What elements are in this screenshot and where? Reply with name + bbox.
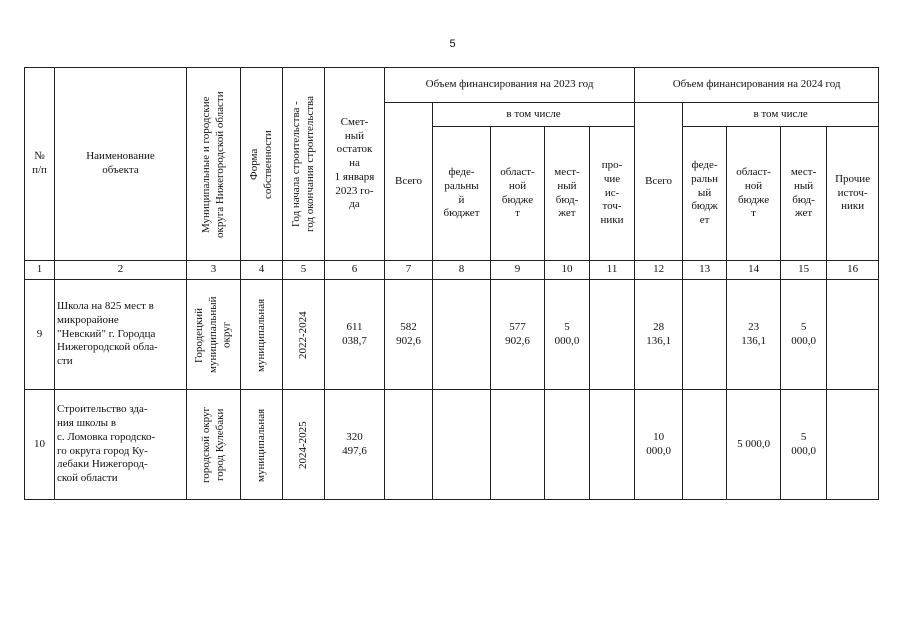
row-ownership (241, 280, 283, 390)
header-years (283, 68, 325, 261)
row-total-2024: 10 000,0 (635, 390, 683, 500)
row-municipality-text: городской округ город Кулебаки (199, 406, 226, 483)
header-federal-2023: феде- ральны й бюджет (433, 127, 491, 261)
header-municipality (187, 68, 241, 261)
column-number: 8 (433, 261, 491, 280)
header-ownership (241, 68, 283, 261)
column-number: 1 (25, 261, 55, 280)
header-municipality-text: Муниципальные и городские округа Нижегородской области (199, 90, 226, 238)
row-years (283, 390, 325, 500)
page-number: 5 (449, 38, 456, 50)
header-row-1 (25, 68, 879, 103)
header-local-2023: мест- ный бюд- жет (545, 127, 590, 261)
row-years-text: 2024-2025 (296, 420, 309, 469)
row-name: Строительство зда- ния школы в с. Ломовка городско- го округа город Ку- лебаки Нижегород- ской области (55, 390, 187, 500)
row-ownership (241, 390, 283, 500)
table-row (25, 280, 879, 390)
row-local-2024: 5 000,0 (781, 280, 827, 390)
row-federal-2023 (433, 280, 491, 390)
row-regional-2023: 577 902,6 (491, 280, 545, 390)
header-federal-2024: феде- ральн ый бюдж ет (683, 127, 727, 261)
row-local-2023: 5 000,0 (545, 280, 590, 390)
row-years (283, 280, 325, 390)
header-regional-2023: област- ной бюдже т (491, 127, 545, 261)
row-name: Школа на 825 мест в микрорайоне "Невский" г. Городца Нижегородской обла- сти (55, 280, 187, 390)
row-other-2023 (590, 280, 635, 390)
header-years-text: Год начала строительства - год окончания строительства (289, 96, 316, 232)
column-number: 15 (781, 261, 827, 280)
header-including-2024: в том числе (683, 103, 879, 127)
row-local-2023 (545, 390, 590, 500)
row-municipality-text: Городецкий муниципальный округ (192, 296, 233, 373)
row-municipality (187, 390, 241, 500)
column-number: 7 (385, 261, 433, 280)
header-total-2023: Всего (385, 103, 433, 261)
row-total-2024: 28 136,1 (635, 280, 683, 390)
column-number: 4 (241, 261, 283, 280)
header-name: Наименование объекта (55, 68, 187, 261)
row-federal-2023 (433, 390, 491, 500)
header-num: № п/п (25, 68, 55, 261)
row-municipality (187, 280, 241, 390)
row-other-2024 (827, 280, 879, 390)
table-row (25, 390, 879, 500)
row-ownership-text: муниципальная (254, 297, 267, 372)
row-regional-2024: 23 136,1 (727, 280, 781, 390)
column-numbers-row (25, 261, 879, 280)
column-number: 3 (187, 261, 241, 280)
row-num: 9 (25, 280, 55, 390)
column-number: 6 (325, 261, 385, 280)
funding-table (24, 67, 879, 500)
row-ownership-text: муниципальная (254, 407, 267, 482)
header-funding-2024: Объем финансирования на 2024 год (635, 68, 879, 103)
row-federal-2024 (683, 390, 727, 500)
row-total-2023: 582 902,6 (385, 280, 433, 390)
column-number: 10 (545, 261, 590, 280)
column-number: 12 (635, 261, 683, 280)
row-federal-2024 (683, 280, 727, 390)
column-number: 5 (283, 261, 325, 280)
row-estimate: 320 497,6 (325, 390, 385, 500)
column-number: 9 (491, 261, 545, 280)
header-total-2024: Всего (635, 103, 683, 261)
header-estimate: Смет- ный остаток на 1 января 2023 го- да (325, 68, 385, 261)
header-including-2023: в том числе (433, 103, 635, 127)
column-number: 14 (727, 261, 781, 280)
header-regional-2024: област- ной бюдже т (727, 127, 781, 261)
column-number: 13 (683, 261, 727, 280)
column-number: 11 (590, 261, 635, 280)
row-local-2024: 5 000,0 (781, 390, 827, 500)
row-years-text: 2022-2024 (296, 310, 309, 359)
column-number: 2 (55, 261, 187, 280)
row-total-2023 (385, 390, 433, 500)
row-regional-2023 (491, 390, 545, 500)
header-other-2023: про- чие ис- точ- ники (590, 127, 635, 261)
row-other-2023 (590, 390, 635, 500)
row-regional-2024: 5 000,0 (727, 390, 781, 500)
header-ownership-text: Форма собственности (247, 129, 274, 199)
row-estimate: 611 038,7 (325, 280, 385, 390)
header-other-2024: Прочие источ- ники (827, 127, 879, 261)
row-num: 10 (25, 390, 55, 500)
header-local-2024: мест- ный бюд- жет (781, 127, 827, 261)
header-funding-2023: Объем финансирования на 2023 год (385, 68, 635, 103)
row-other-2024 (827, 390, 879, 500)
column-number: 16 (827, 261, 879, 280)
